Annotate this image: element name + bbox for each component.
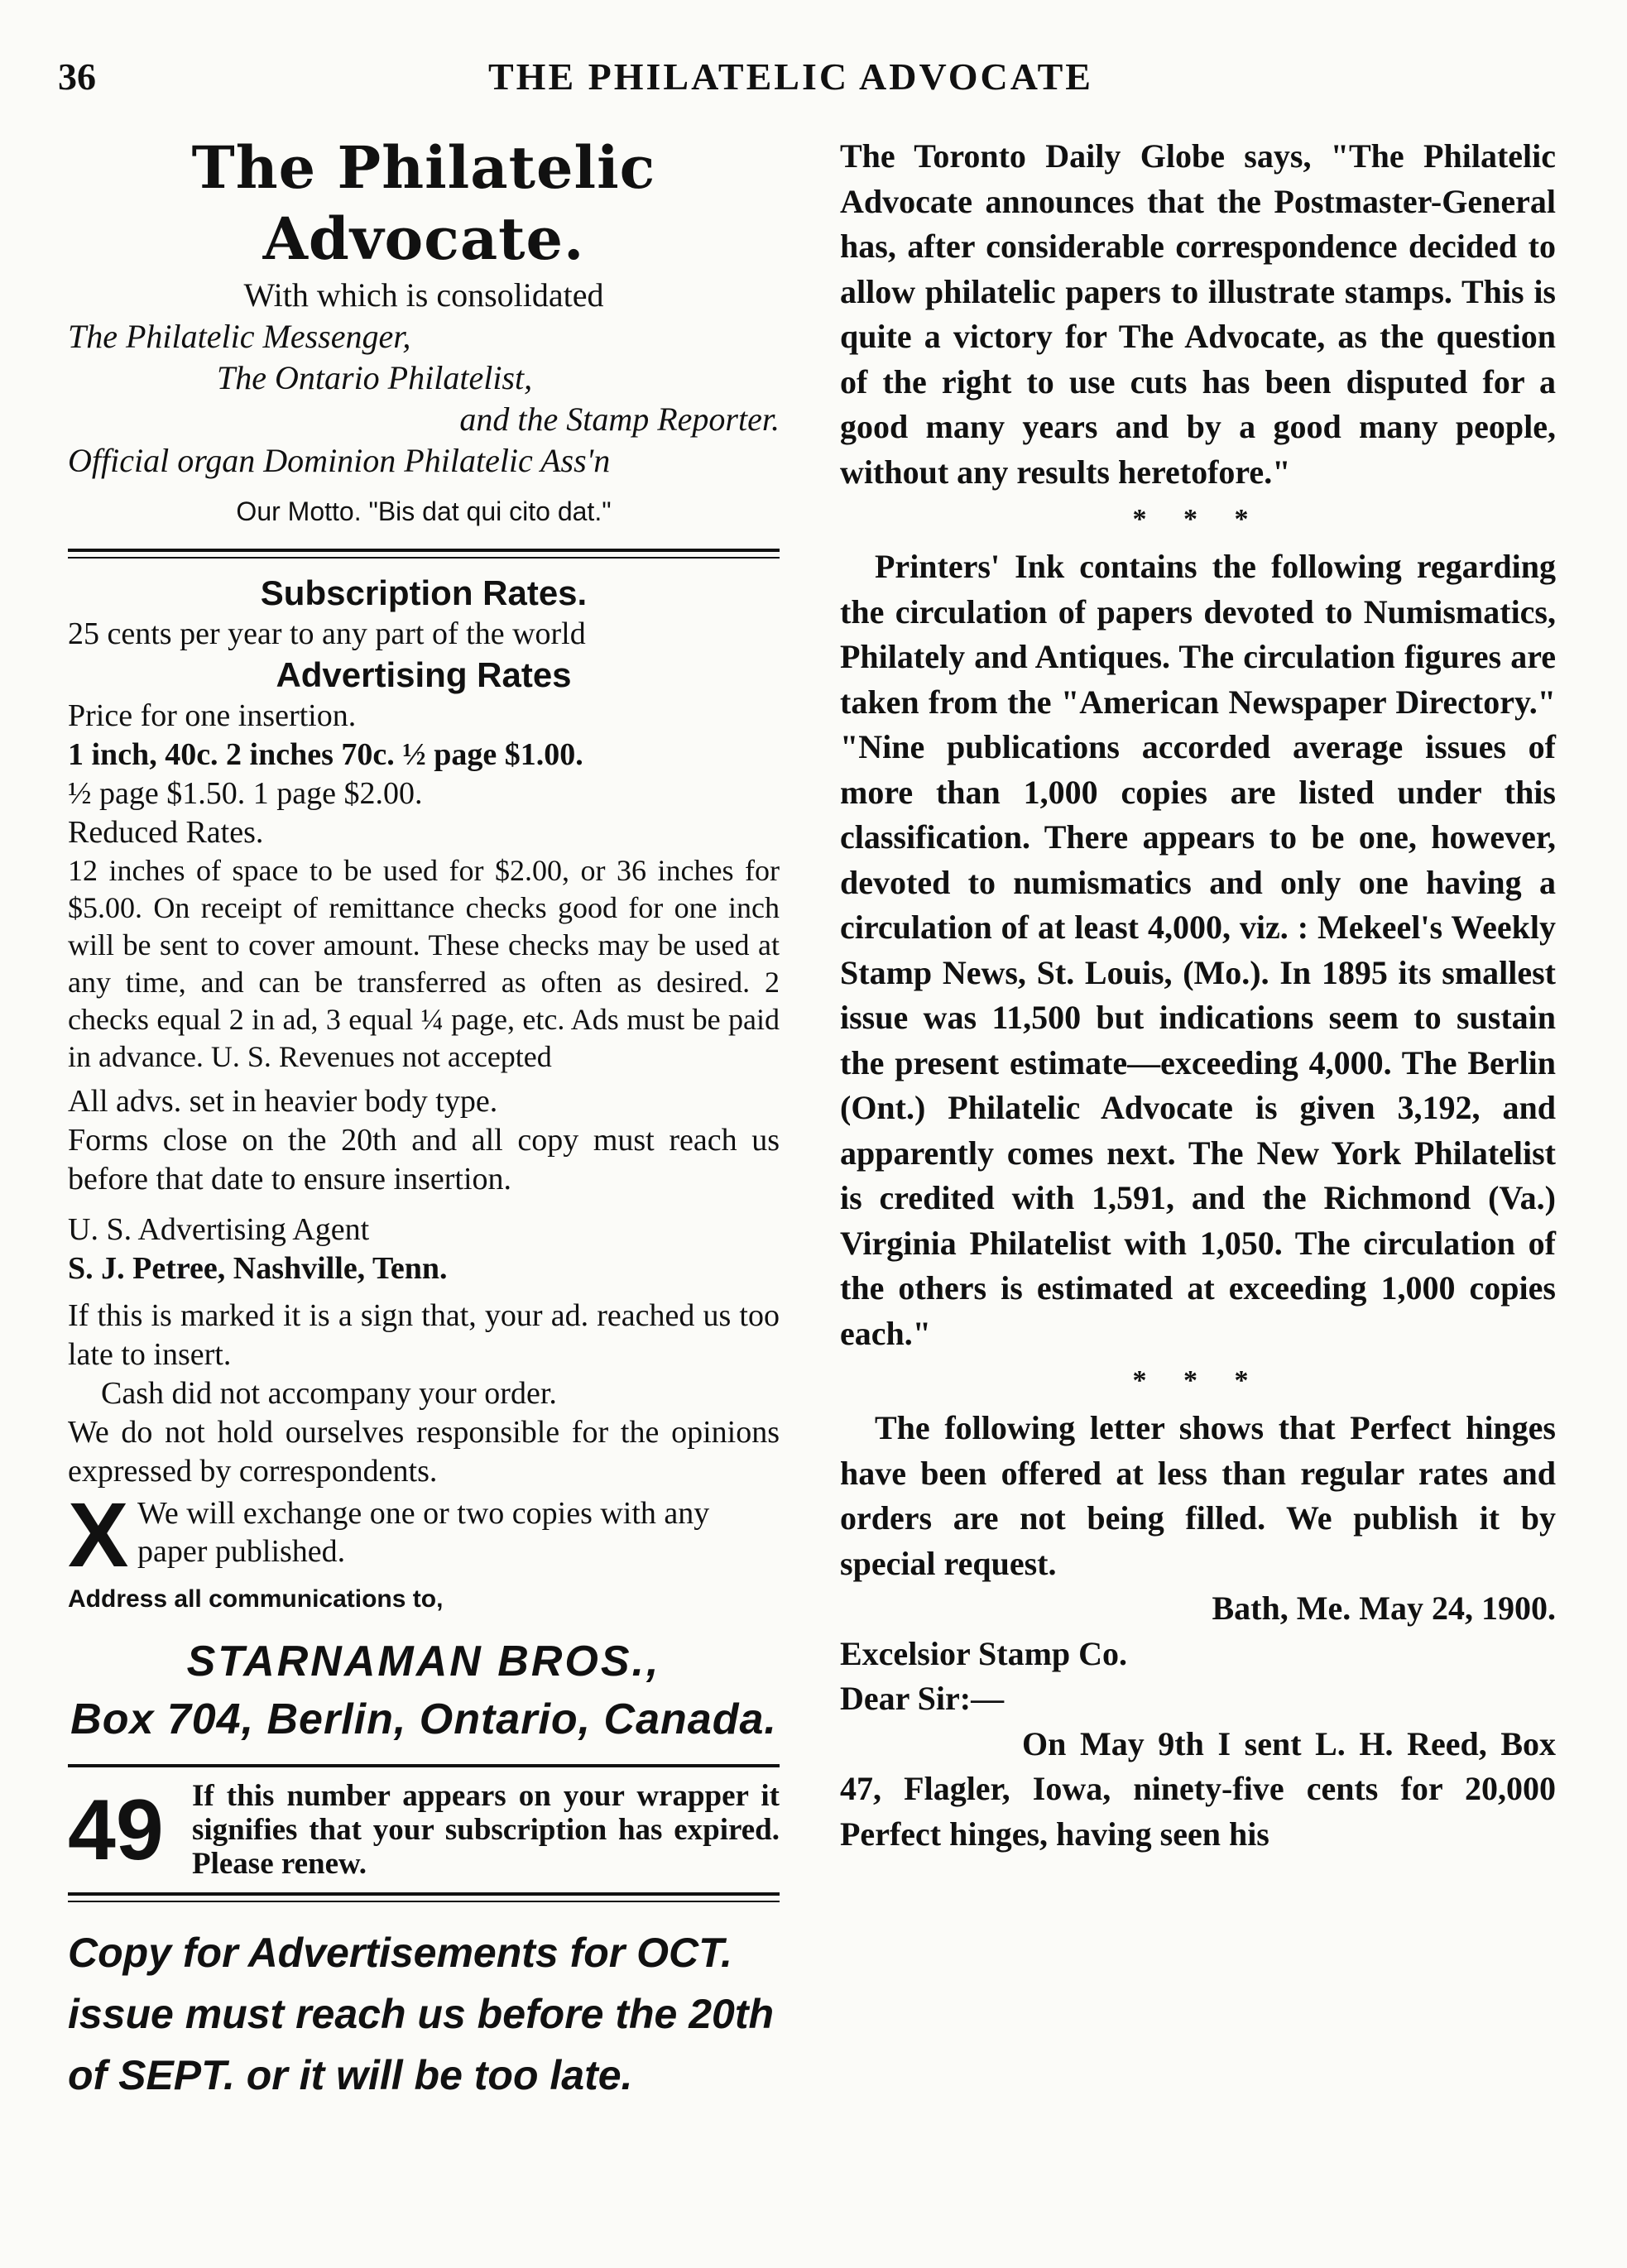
reduced-text: 12 inches of space to be used for $2.00, or 36 inches for $5.00. On receipt of remittance checks good for one inch will be sent to cover amount. These checks may be used at any time, and can be transferred as often as desired. 2 checks equal 2 in ad, 3 equal ¼ page, etc. Ads must be paid in advance. U. S. Revenues not accepted bbox=[68, 854, 780, 1073]
left-column bbox=[68, 132, 780, 2106]
marked-notice: If this is marked it is a sign that, your ad. reached us too late to insert. bbox=[68, 1298, 780, 1372]
section-stars: * * * bbox=[1132, 1365, 1264, 1396]
letter-intro: The following letter shows that Perfect hinges have been offered at less than regular rates and orders are not being filled. We publish it by special request. bbox=[840, 1409, 1556, 1582]
rule-divider bbox=[68, 1764, 780, 1767]
rule-divider bbox=[68, 549, 780, 559]
price-line: Price for one insertion. bbox=[68, 698, 357, 733]
consolidated-line: With which is consolidated bbox=[243, 276, 604, 314]
address-lead: Address all communications to, bbox=[68, 1585, 444, 1613]
expiry-notice bbox=[68, 1779, 780, 1881]
letter-date: Bath, Me. May 24, 1900. bbox=[1212, 1590, 1556, 1627]
consolidated-paper-2: The Ontario Philatelist, bbox=[217, 359, 533, 396]
letter-salutation: Dear Sir:— bbox=[840, 1680, 1005, 1717]
subscription-heading: Subscription Rates. bbox=[260, 573, 588, 612]
motto: Our Motto. "Bis dat qui cito dat." bbox=[236, 496, 612, 526]
page-number: 36 bbox=[58, 55, 96, 98]
letter-body: On May 9th I sent L. H. Reed, Box 47, Flagler, Iowa, ninety-five cents for 20,000 Perfect hinges, having seen his bbox=[840, 1724, 1556, 1853]
masthead-title: The Philatelic Advocate. bbox=[191, 133, 656, 273]
publisher-address: Box 704, Berlin, Ontario, Canada. bbox=[70, 1695, 777, 1743]
official-organ-line: Official organ Dominion Philatelic Ass'n bbox=[68, 442, 611, 479]
expiry-number: 49 bbox=[68, 1781, 164, 1878]
copy-deadline-note: Copy for Advertisements for OCT. issue must reach us before the 20th of SEPT. or it will be too late. bbox=[68, 1930, 775, 2098]
exchange-text: We will exchange one or two copies with any paper published. bbox=[137, 1496, 710, 1569]
journal-title: THE PHILATELIC ADVOCATE bbox=[488, 55, 1093, 98]
x-mark: X bbox=[68, 1484, 129, 1586]
right-column bbox=[840, 134, 1556, 1857]
page-rates: ½ page $1.50. 1 page $2.00. bbox=[68, 776, 423, 811]
section-stars: * * * bbox=[1132, 504, 1264, 535]
inch-rates: 1 inch, 40c. 2 inches 70c. ½ page $1.00. bbox=[68, 737, 583, 772]
advertising-heading: Advertising Rates bbox=[276, 655, 572, 694]
letter-addressee: Excelsior Stamp Co. bbox=[840, 1634, 1128, 1672]
reduced-heading: Reduced Rates. bbox=[68, 815, 264, 850]
subscription-text: 25 cents per year to any part of the world bbox=[68, 616, 586, 651]
agent-name: S. J. Petree, Nashville, Tenn. bbox=[68, 1251, 448, 1286]
forms-close: Forms close on the 20th and all copy must reach us before that date to ensure insertion. bbox=[68, 1123, 780, 1196]
printers-ink-paragraph: Printers' Ink contains the following regarding the circulation of papers devoted to Numismatics, Philately and Antiques. The circulation figures are taken from the "American Newspaper Directory." "Nine publications accorded average issues of more than 1,000 copies are listed under this classification. There appears to be one, however, devoted to numismatics and only one having a circulation of at least 4,000, viz. : Mekeel's Weekly Stamp News, St. Louis, (Mo.). In 1895 its smallest issue was 11,500 but indications seem to sustain the present estimate—exceeding 4,000. The Berlin (Ont.) Philatelic Advocate is given 3,192, and apparently comes next. The New York Philatelist is credited with 1,591, and the Richmond (Va.) Virginia Philatelist with 1,050. The circulation of the others is estimated at exceeding 1,000 copies each." bbox=[840, 548, 1556, 1352]
consolidated-paper-3: and the Stamp Reporter. bbox=[459, 400, 780, 438]
exchange-block bbox=[68, 1484, 780, 1586]
body-type-line: All advs. set in heavier body type. bbox=[68, 1084, 498, 1119]
publisher-name: STARNAMAN BROS., bbox=[186, 1637, 661, 1685]
agent-heading: U. S. Advertising Agent bbox=[68, 1212, 370, 1247]
rule-divider bbox=[68, 1892, 780, 1902]
responsibility-notice: We do not hold ourselves responsible for the opinions expressed by correspondents. bbox=[68, 1415, 780, 1489]
running-head bbox=[58, 55, 1548, 104]
globe-paragraph: The Toronto Daily Globe says, "The Philatelic Advocate announces that the Postmaster-General has, after considerable correspondence decided to allow philatelic papers to illustrate stamps. This is quite a victory for The Advocate, as the question of the right to use cuts has been disputed for a good many years and by a good many people, without any results heretofore." bbox=[840, 137, 1556, 491]
cash-notice: Cash did not accompany your order. bbox=[101, 1376, 557, 1411]
consolidated-paper-1: The Philatelic Messenger, bbox=[68, 318, 411, 355]
expiry-text: If this number appears on your wrapper it signifies that your subscription has expired. Please renew. bbox=[192, 1779, 780, 1881]
